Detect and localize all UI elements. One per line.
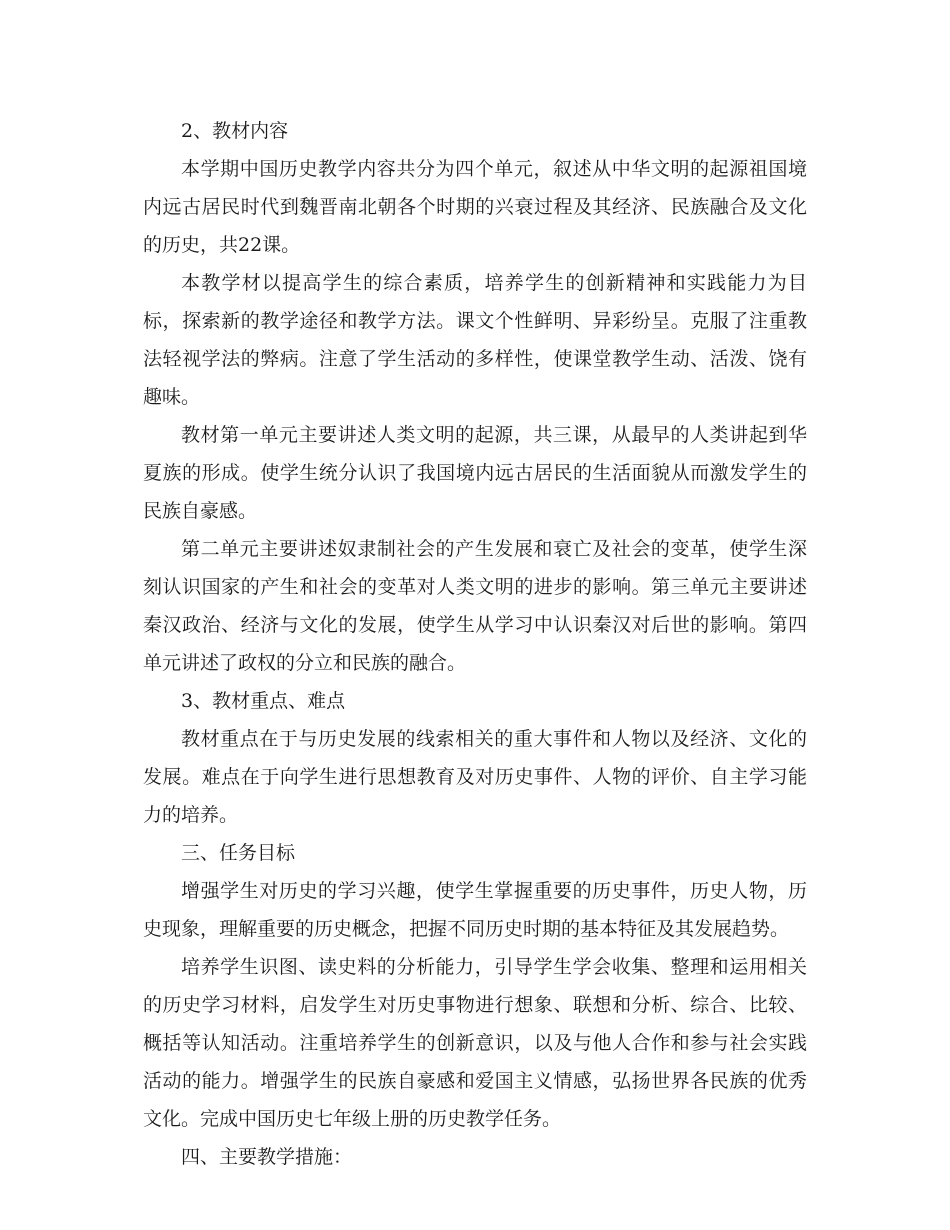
paragraph-textbook-overview: 本学期中国历史教学内容共分为四个单元，叙述从中华文明的起源祖国境内远古居民时代到魏晋南北朝各个时期的兴衰过程及其经济、民族融合及文化的历史，共22课。	[143, 158, 807, 256]
paragraph-textbook-goals: 本教学材以提高学生的综合素质，培养学生的创新精神和实践能力为目标，探索新的教学途径和教学方法。课文个性鲜明、异彩纷呈。克服了注重教法轻视学法的弊病。注意了学生活动的多样性，使课堂教学生动、活泼、饶有趣味。	[143, 272, 807, 408]
paragraph-unit-one: 教材第一单元主要讲述人类文明的起源，共三课，从最早的人类讲起到华夏族的形成。使学生统分认识了我国境内远古居民的生活面貌从而激发学生的民族自豪感。	[143, 424, 807, 522]
paragraph-goal-abilities: 培养学生识图、读史料的分析能力，引导学生学会收集、整理和运用相关的历史学习材料，启发学生对历史事物进行想象、联想和分析、综合、比较、概括等认知活动。注重培养学生的创新意识，以及与他人合作和参与社会实践活动的能力。增强学生的民族自豪感和爱国主义情感，弘扬世界各民族的优秀文化。完成中国历史七年级上册的历史教学任务。	[143, 956, 807, 1130]
paragraph-units-two-to-four: 第二单元主要讲述奴隶制社会的产生发展和衰亡及社会的变革，使学生深刻认识国家的产生和社会的变革对人类文明的进步的影响。第三单元主要讲述秦汉政治、经济与文化的发展，使学生从学习中认识秦汉对后世的影响。第四单元讲述了政权的分立和民族的融合。	[143, 538, 807, 674]
document-body	[143, 112, 807, 1176]
section-heading-textbook-content: 2、教材内容	[181, 120, 289, 142]
section-heading-task-goals: 三、任务目标	[181, 842, 296, 864]
paragraph-goal-interest: 增强学生对历史的学习兴趣，使学生掌握重要的历史事件，历史人物，历史现象，理解重要的历史概念，把握不同历史时期的基本特征及其发展趋势。	[143, 880, 807, 940]
section-heading-key-points: 3、教材重点、难点	[181, 690, 346, 712]
paragraph-key-points: 教材重点在于与历史发展的线索相关的重大事件和人物以及经济、文化的发展。难点在于向学生进行思想教育及对历史事件、人物的评价、自主学习能力的培养。	[143, 728, 807, 826]
section-heading-teaching-measures: 四、主要教学措施：	[181, 1146, 353, 1168]
